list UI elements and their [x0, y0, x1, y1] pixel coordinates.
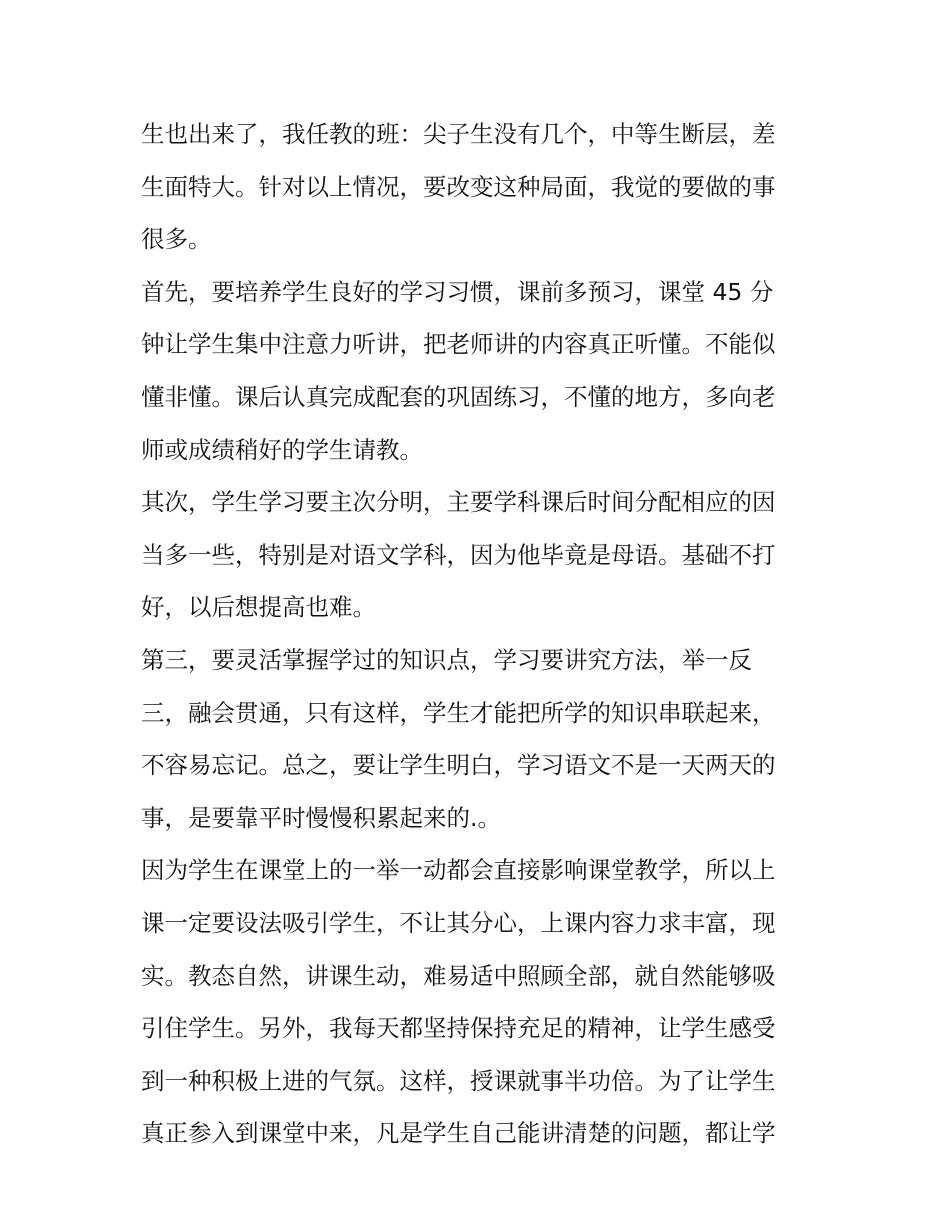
- text-line: 生面特大。针对以上情况，要改变这种局面，我觉的要做的事: [141, 172, 776, 201]
- text-line: 三，融会贯通，只有这样，学生才能把所学的知识串联起来，: [141, 698, 776, 727]
- text-line: 不容易忘记。总之，要让学生明白，学习语文不是一天两天的: [141, 751, 776, 780]
- text-line: 生也出来了，我任教的班：尖子生没有几个，中等生断层，差: [141, 120, 776, 148]
- text-line: 钟让学生集中注意力听讲，把老师讲的内容真正听懂。不能似: [141, 330, 776, 359]
- text-line: 实。教态自然，讲课生动，难易适中照顾全部，就自然能够吸: [141, 961, 776, 990]
- text-line: 懂非懂。课后认真完成配套的巩固练习，不懂的地方，多向老: [141, 382, 776, 411]
- text-line: 事，是要靠平时慢慢积累起来的.。: [141, 803, 501, 832]
- document-body: [141, 108, 821, 1160]
- text-line: 引住学生。另外，我每天都坚持保持充足的精神，让学生感受: [141, 1014, 776, 1043]
- text-line: 当多一些，特别是对语文学科，因为他毕竟是母语。基础不打: [141, 540, 776, 569]
- text-line: 首先，要培养学生良好的学习习惯，课前多预习，课堂 45 分: [141, 277, 774, 306]
- text-line: 很多。: [141, 225, 212, 254]
- text-line: 师或成绩稍好的学生请教。: [141, 435, 423, 464]
- text-line: 好，以后想提高也难。: [141, 593, 376, 622]
- text-line: 因为学生在课堂上的一举一动都会直接影响课堂教学，所以上: [141, 856, 776, 885]
- text-line: 其次，学生学习要主次分明，主要学科课后时间分配相应的因: [141, 488, 776, 517]
- text-line: 课一定要设法吸引学生，不让其分心，上课内容力求丰富，现: [141, 908, 776, 937]
- text-line: 到一种积极上进的气氛。这样，授课就事半功倍。为了让学生: [141, 1066, 776, 1095]
- text-line: 第三，要灵活掌握学过的知识点，学习要讲究方法，举一反: [141, 645, 752, 674]
- text-line: 真正参入到课堂中来，凡是学生自己能讲清楚的问题，都让学: [141, 1119, 776, 1148]
